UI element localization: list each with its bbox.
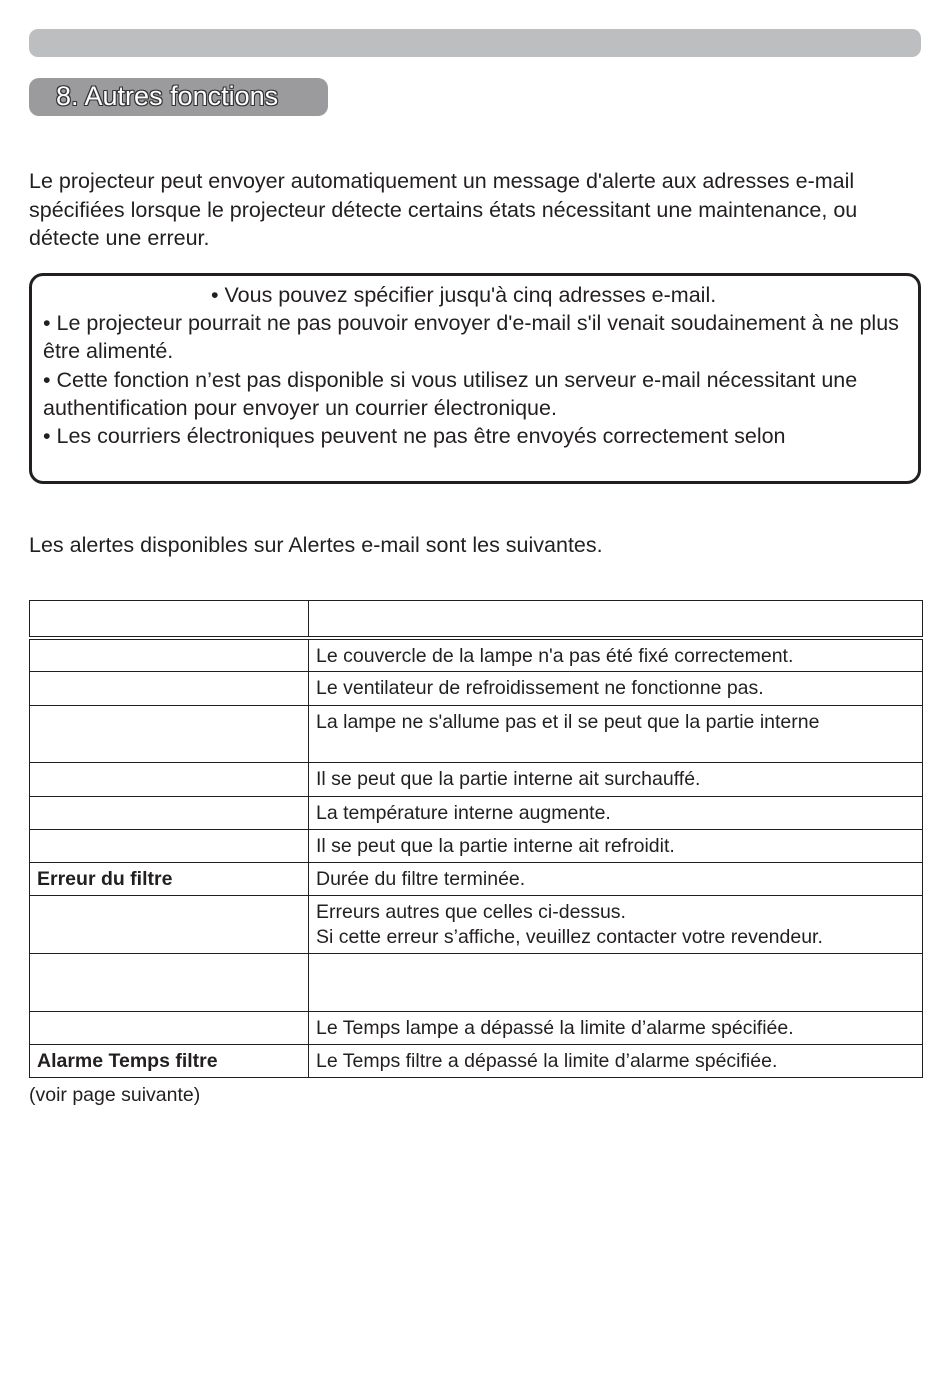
- table-row: [30, 863, 923, 896]
- table-row: [30, 1012, 923, 1045]
- alerts-intro: Les alertes disponibles sur Alertes e-mail sont les suivantes.: [29, 533, 603, 557]
- alert-name: [30, 830, 309, 863]
- header-bar: [29, 29, 921, 57]
- continued-note: (voir page suivante): [29, 1084, 201, 1106]
- intro-paragraph: Le projecteur peut envoyer automatiquement un message d'alerte aux adresses e-mail spécifiées lorsque le projecteur détecte certains états nécessitant une maintenance, ou détecte une erreur.: [29, 169, 858, 250]
- section-title: 8. Autres fonctions: [56, 81, 279, 111]
- alert-description: Il se peut que la partie interne ait refroidit.: [309, 830, 923, 863]
- section-tab: [29, 78, 328, 116]
- note-item: • Cette fonction n’est pas disponible si vous utilisez un serveur e-mail nécessitant une authentification pour envoyer un courrier électronique.: [43, 368, 858, 421]
- note-item: • Les courriers électroniques peuvent ne pas être envoyés correctement selon: [43, 424, 786, 448]
- alerts-table: [29, 600, 923, 1078]
- alert-name: [30, 672, 309, 706]
- header-cell: [309, 601, 923, 638]
- alert-description: La température interne augmente.: [309, 797, 923, 830]
- alert-name: [30, 1012, 309, 1045]
- alert-name: Erreur du filtre: [30, 863, 309, 896]
- table-row: [30, 763, 923, 797]
- alert-description: Le couvercle de la lampe n'a pas été fixé correctement.: [309, 638, 923, 672]
- table-header-row: [30, 601, 923, 638]
- alert-description: Le Temps filtre a dépassé la limite d’alarme spécifiée.: [309, 1045, 923, 1078]
- alert-description: [309, 954, 923, 1012]
- alert-name: [30, 896, 309, 954]
- alert-description: Durée du filtre terminée.: [309, 863, 923, 896]
- alert-description: La lampe ne s'allume pas et il se peut que la partie interne: [309, 706, 923, 763]
- notes-box: [29, 273, 921, 484]
- alert-name: [30, 763, 309, 797]
- alert-description: Le ventilateur de refroidissement ne fonctionne pas.: [309, 672, 923, 706]
- alert-description: Le Temps lampe a dépassé la limite d’alarme spécifiée.: [309, 1012, 923, 1045]
- table-row: [30, 706, 923, 763]
- table-row: [30, 1045, 923, 1078]
- note-item: • Le projecteur pourrait ne pas pouvoir envoyer d'e-mail s'il venait soudainement à ne plus être alimenté.: [43, 311, 899, 364]
- alert-description: Il se peut que la partie interne ait surchauffé.: [309, 763, 923, 797]
- alert-name: [30, 706, 309, 763]
- alert-name: [30, 797, 309, 830]
- alert-name: Alarme Temps filtre: [30, 1045, 309, 1078]
- table-row: [30, 638, 923, 672]
- table-row: [30, 954, 923, 1012]
- alert-name: [30, 954, 309, 1012]
- alert-name: [30, 638, 309, 672]
- header-cell: [30, 601, 309, 638]
- table-row: [30, 896, 923, 954]
- alert-description: Erreurs autres que celles ci-dessus. Si cette erreur s’affiche, veuillez contacter votre revendeur.: [309, 896, 923, 954]
- table-row: [30, 672, 923, 706]
- note-item: • Vous pouvez spécifier jusqu'à cinq adresses e-mail.: [211, 283, 717, 307]
- table-row: [30, 830, 923, 863]
- table-row: [30, 797, 923, 830]
